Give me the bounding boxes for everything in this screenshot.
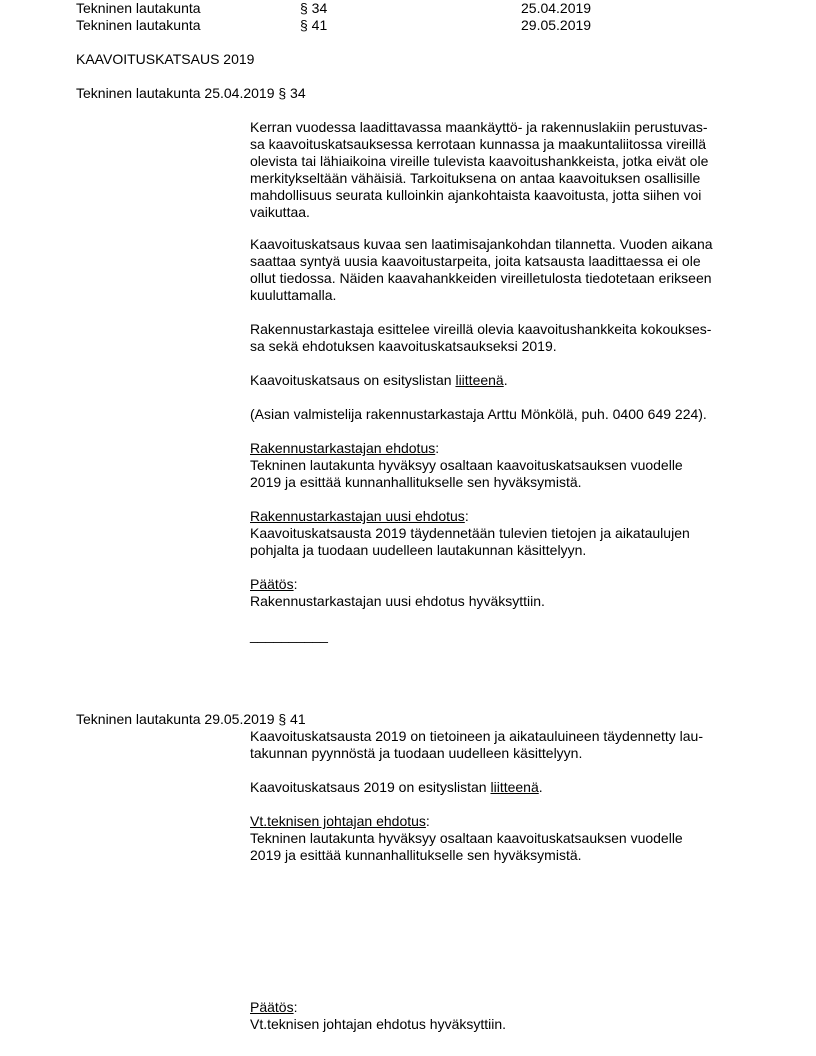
text-line: ollut tiedossa. Näiden kaavahankkeiden vireilletulosta tiedotetaan erikseen [250,270,712,286]
meeting1-para2 [250,236,740,304]
header-body: Tekninen lautakunta [76,17,201,33]
text-line: Rakennustarkastaja esittelee vireillä olevia kaavoitushankkeita kokoukses- [250,321,712,337]
colon: : [464,508,469,524]
colon: : [293,576,298,592]
text-line: Kaavoituskatsaus kuvaa sen laatimisajankohdan tilannetta. Vuoden aikana [250,236,713,252]
meeting1-attachment [250,372,740,389]
decision-text: Vt.teknisen johtajan ehdotus hyväksyttiin. [250,1016,507,1032]
colon: : [293,999,298,1015]
meeting1-preparer: (Asian valmistelija rakennustarkastaja Arttu Mönkölä, puh. 0400 649 224). [250,406,707,422]
text-line: Tekninen lautakunta hyväksyy osaltaan kaavoituskatsauksen vuodelle [250,457,683,473]
new-proposal-label: Rakennustarkastajan uusi ehdotus [250,508,465,524]
text-line: takunnan pyynnöstä ja tuodaan uudelleen käsittelyyn. [250,745,583,761]
header-section: § 41 [300,17,328,33]
text-line: Kaavoituskatsausta 2019 on tietoineen ja aikatauluineen täydennetty lau- [250,728,703,744]
meeting1-heading: Tekninen lautakunta 25.04.2019 § 34 [76,85,306,101]
header-date: 29.05.2019 [521,17,592,33]
meeting1-para1 [250,119,740,221]
text-line: olevista tai lähiaikoina vireille tulevista kaavoitushankkeista, jotka eivät ole [250,153,709,169]
meeting1-decision [250,576,740,610]
document-title: KAAVOITUSKATSAUS 2019 [76,51,255,67]
text-line: pohjalta ja tuodaan uudelleen lautakunnan käsittelyyn. [250,542,587,558]
meeting1-new-proposal [250,508,740,559]
text-line: saattaa syntyä uusia kaavoitustarpeita, joita katsausta laadittaessa ei ole [250,253,701,269]
attachment-link[interactable]: liitteenä [490,779,539,795]
text-line: sa kaavoituskatsauksessa kerrotaan kunnassa ja maakuntaliitossa vireillä [250,136,707,152]
attachment-text: Kaavoituskatsaus on esityslistan [250,372,456,388]
header-date: 25.04.2019 [521,0,592,16]
decision-text: Rakennustarkastajan uusi ehdotus hyväksyttiin. [250,593,545,609]
colon: : [435,440,440,456]
text-line: Kerran vuodessa laadittavassa maankäyttö- ja rakennuslakiin perustuvas- [250,119,708,135]
meeting2-para1 [250,728,740,762]
text-line: vaikuttaa. [250,204,310,220]
punctuation: . [538,779,543,795]
meeting2-heading: Tekninen lautakunta 29.05.2019 § 41 [76,711,306,727]
attachment-link[interactable]: liitteenä [455,372,504,388]
text-line: 2019 ja esittää kunnanhallitukselle sen hyväksymistä. [250,847,582,863]
header-body: Tekninen lautakunta [76,0,201,16]
header-section: § 34 [300,0,328,16]
text-line: 2019 ja esittää kunnanhallitukselle sen hyväksymistä. [250,474,582,490]
text-line: Tekninen lautakunta hyväksyy osaltaan kaavoituskatsauksen vuodelle [250,830,683,846]
separator-line: __________ [250,627,328,643]
meeting2-decision [250,999,740,1033]
attachment-text: Kaavoituskatsaus 2019 on esityslistan [250,779,491,795]
meeting2-proposal [250,813,740,864]
text-line: Kaavoituskatsausta 2019 täydennetään tulevien tietojen ja aikataulujen [250,525,690,541]
proposal-label: Vt.teknisen johtajan ehdotus [250,813,426,829]
meeting1-proposal [250,440,740,491]
text-line: mahdollisuus seurata kulloinkin ajankohtaista kaavoitusta, jotta siihen voi [250,187,702,203]
text-line: merkitykseltään vähäisiä. Tarkoituksena on antaa kaavoituksen osallisille [250,170,701,186]
decision-label: Päätös [250,576,294,592]
decision-label: Päätös [250,999,294,1015]
colon: : [425,813,430,829]
text-line: sa sekä ehdotuksen kaavoituskatsaukseksi 2019. [250,338,557,354]
proposal-label: Rakennustarkastajan ehdotus [250,440,436,456]
punctuation: . [503,372,508,388]
meeting1-para3 [250,321,740,355]
text-line: kuuluttamalla. [250,287,337,303]
meeting2-attachment [250,779,740,796]
